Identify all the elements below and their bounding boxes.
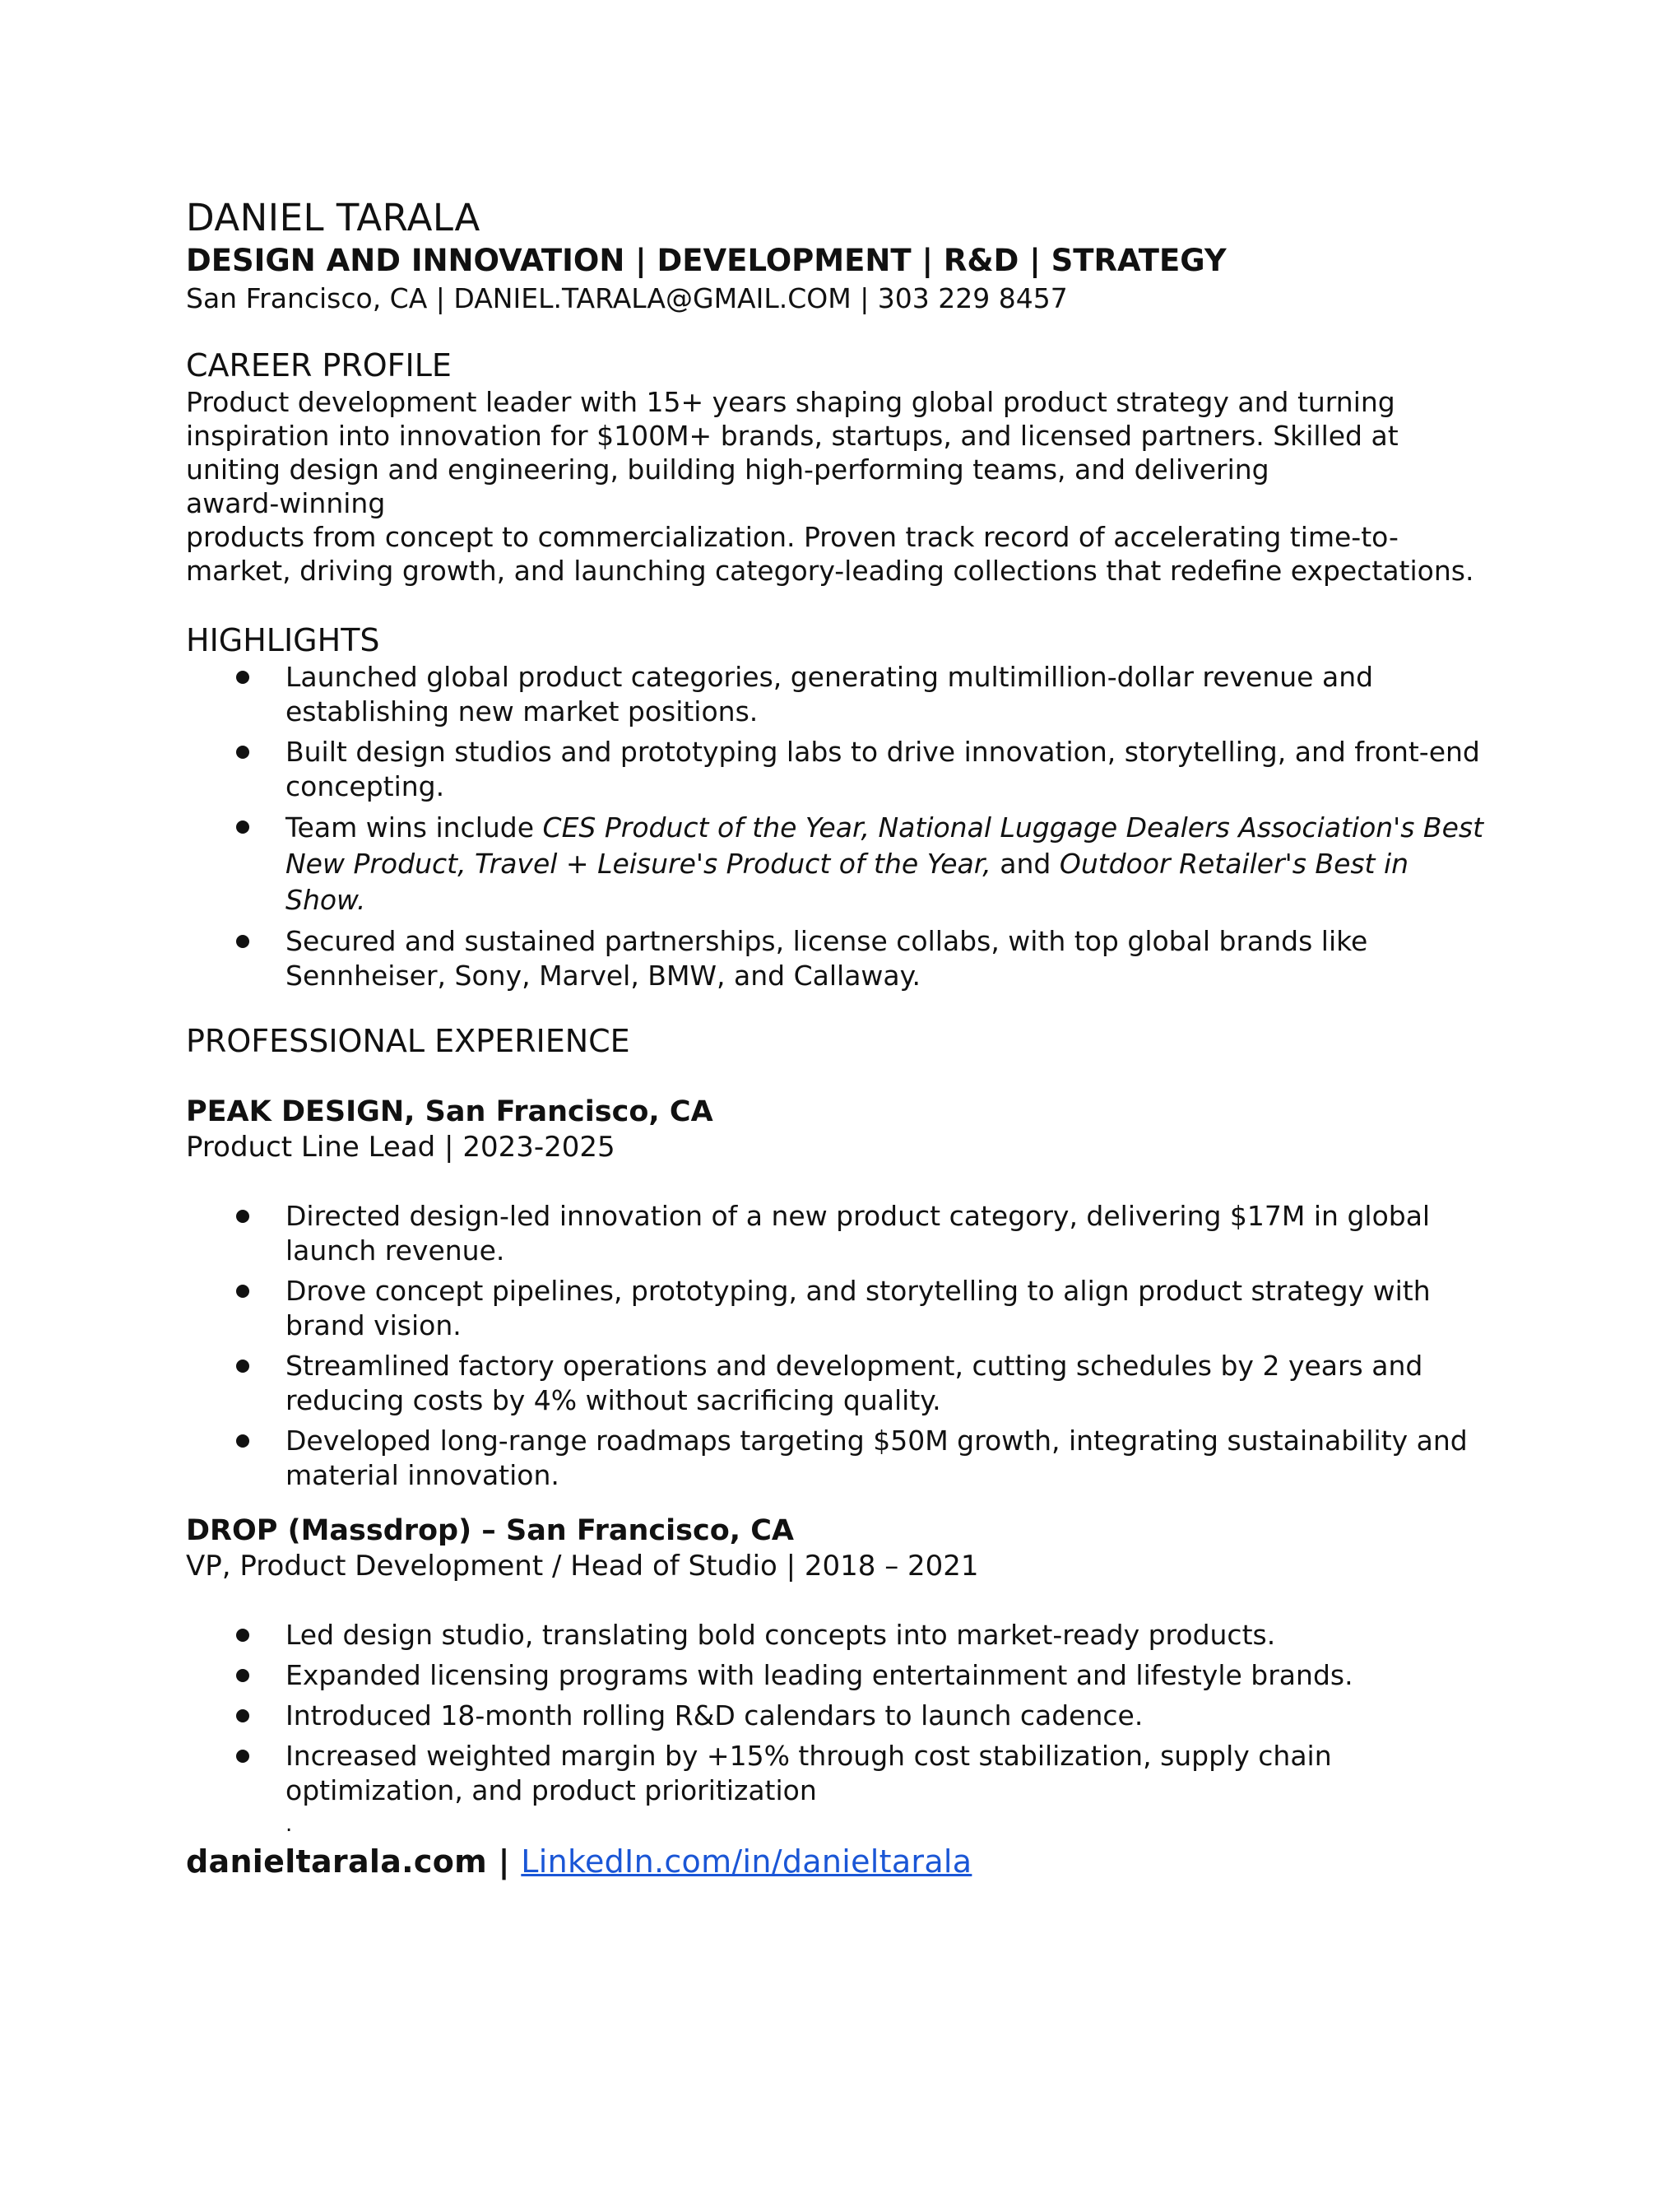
bullet-icon [236,671,249,684]
bullet-icon [236,935,249,948]
highlight-item [186,660,1486,729]
bullet-icon [236,1434,249,1448]
bullet-icon [236,820,249,834]
website-text: danieltarala.com [186,1843,488,1880]
career-profile-line: market, driving growth, and launching category-leading collections that redefine expectations. [186,555,1474,587]
job-bullet [186,1349,1486,1418]
resume-content [186,196,1486,1881]
job-bullet [186,1658,1486,1693]
footer-links [186,1842,1486,1881]
career-profile-line: uniting design and engineering, building high-performing teams, and delivering [186,453,1269,486]
bullet-icon [236,1285,249,1298]
bullet-icon [236,1750,249,1763]
job-bullet [186,1199,1486,1268]
highlight-text-prefix: Team wins include [285,811,543,844]
bullet-icon [236,1709,249,1722]
job-bullet-text: Expanded licensing programs with leading entertainment and lifestyle brands. [285,1659,1353,1691]
career-profile-heading: CAREER PROFILE [186,347,452,383]
highlight-text-middle: and [991,848,1060,880]
bullet-icon [236,1669,249,1682]
highlight-text: Launched global product categories, generating multimillion-dollar revenue and establishing new market positions. [285,661,1374,727]
career-profile-line: inspiration into innovation for $100M+ brands, startups, and licensed partners. Skilled at [186,420,1399,452]
candidate-tagline: DESIGN AND INNOVATION | DEVELOPMENT | R&D | STRATEGY [186,243,1227,278]
linkedin-link[interactable]: LinkedIn.com/in/danieltarala [521,1843,972,1880]
candidate-name: DANIEL TARALA [186,196,480,239]
highlight-text: Secured and sustained partnerships, license collabs, with top global brands like Sennheiser, Sony, Marvel, BMW, and Callaway. [285,925,1368,992]
job-bullet [186,1424,1486,1493]
bullet-icon [236,746,249,759]
job-bullet-text: Increased weighted margin by +15% through cost stabilization, supply chain optimization, and product prioritization [285,1740,1332,1806]
job-bullet [186,1699,1486,1733]
footer-separator: | [487,1843,522,1880]
award-list-italic: CES Product of the Year, National Luggage Dealers Association's Best New Product, Travel + Leisure's Product of the Year, [285,811,1484,880]
job-bullets [186,1199,1486,1493]
job-company: DROP (Massdrop) – San Francisco, CA [186,1514,794,1547]
highlight-text: Built design studios and prototyping labs to drive innovation, storytelling, and front-end concepting. [285,736,1480,802]
highlights-heading: HIGHLIGHTS [186,622,380,658]
job-bullet [186,1274,1486,1343]
award-italic: Outdoor Retailer's Best in Show. [285,848,1409,916]
job-bullet-text: Drove concept pipelines, prototyping, and storytelling to align product strategy with brand vision. [285,1275,1431,1341]
career-profile-line: products from concept to commercialization. Proven track record of accelerating time-to- [186,521,1399,553]
experience-heading: PROFESSIONAL EXPERIENCE [186,1023,630,1059]
highlights-list [186,660,1486,993]
bullet-icon [236,1210,249,1223]
highlight-item [186,735,1486,804]
job-bullets [186,1618,1486,1808]
bullet-icon [236,1629,249,1642]
contact-line: San Francisco, CA | DANIEL.TARALA@GMAIL.COM | 303 229 8457 [186,282,1068,314]
job-bullet [186,1739,1486,1808]
career-profile-line: Product development leader with 15+ years shaping global product strategy and turning [186,386,1395,418]
job-bullet-text: Introduced 18-month rolling R&D calendars to launch cadence. [285,1699,1144,1731]
trailing-period: . [285,1812,293,1837]
highlight-item [186,924,1486,993]
job-bullet-text: Led design studio, translating bold concepts into market-ready products. [285,1619,1276,1651]
job-role: VP, Product Development / Head of Studio | 2018 – 2021 [186,1550,979,1583]
job-company: PEAK DESIGN, San Francisco, CA [186,1095,713,1128]
career-profile-line: award-winning [186,487,386,519]
job-role: Product Line Lead | 2023-2025 [186,1131,615,1164]
job-bullet [186,1618,1486,1652]
job-bullet-text: Streamlined factory operations and development, cutting schedules by 2 years and reducing costs by 4% without sacrificing quality. [285,1350,1423,1416]
highlight-item [186,810,1486,918]
job-bullet-text: Directed design-led innovation of a new product category, delivering $17M in global launch revenue. [285,1200,1431,1267]
job-bullet-text: Developed long-range roadmaps targeting $50M growth, integrating sustainability and material innovation. [285,1425,1468,1491]
bullet-icon [236,1360,249,1373]
career-profile-text [186,385,1486,588]
